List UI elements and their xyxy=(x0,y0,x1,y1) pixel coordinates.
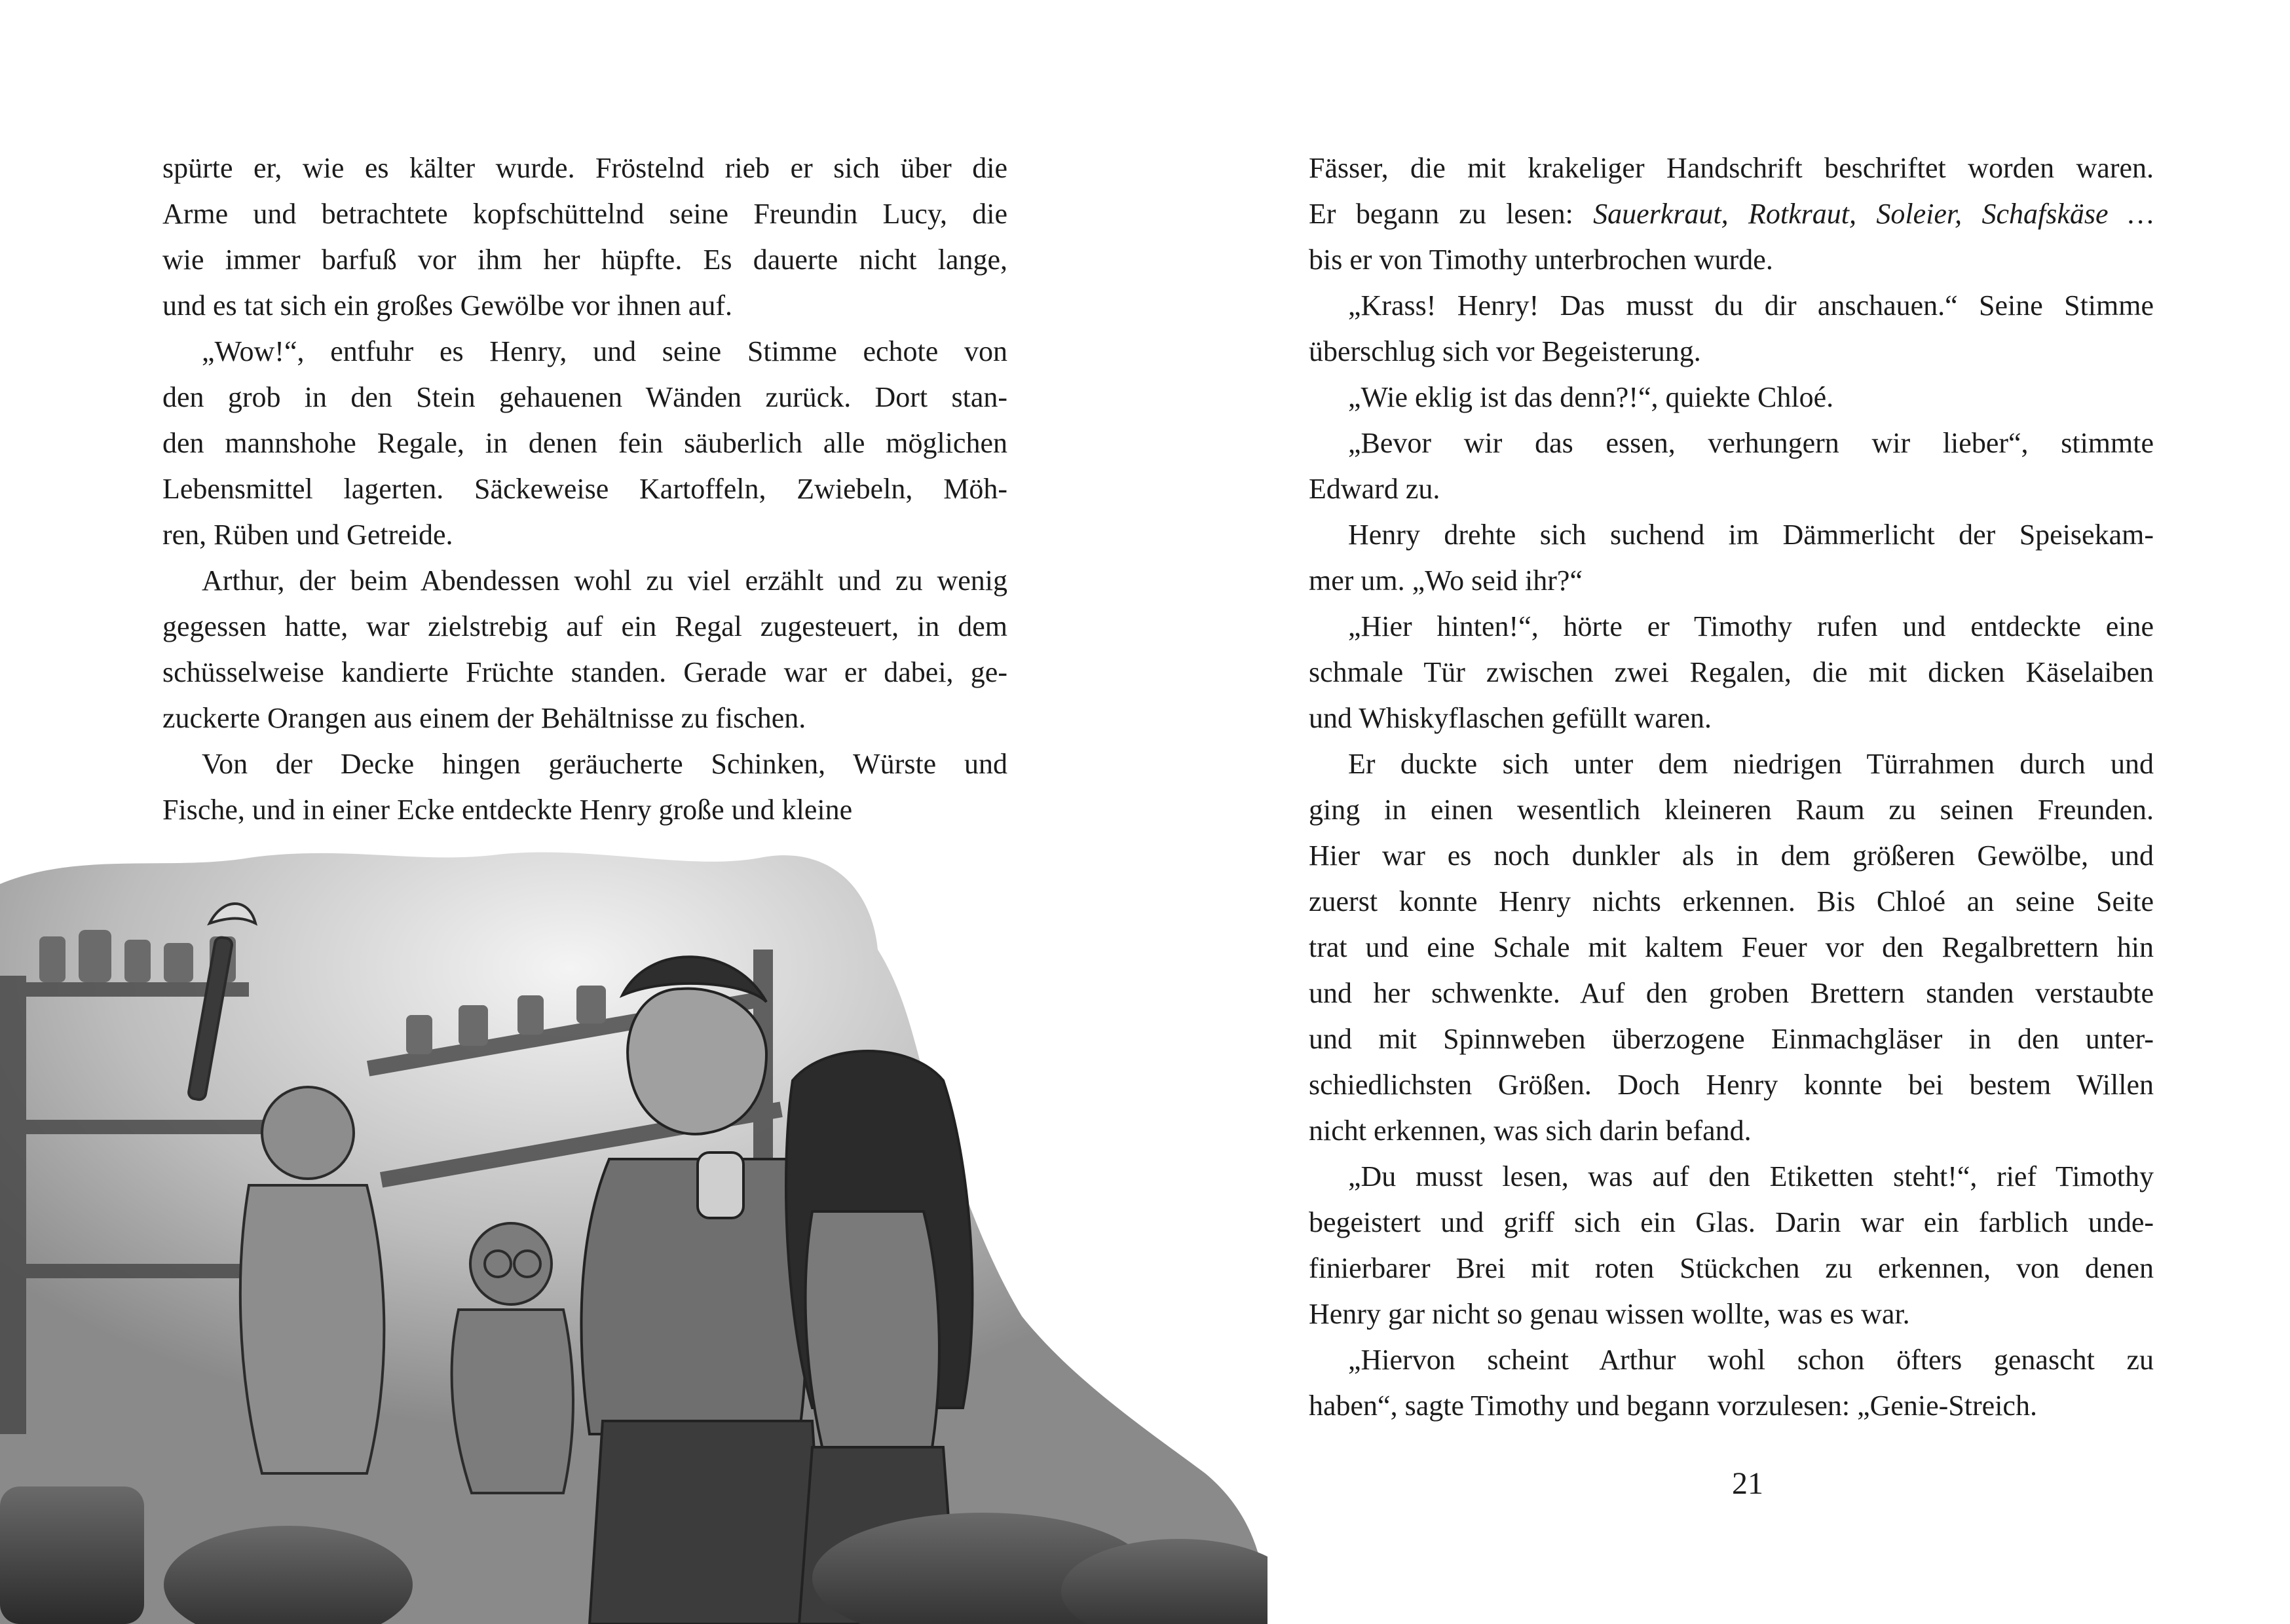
text-line: „Wie eklig ist das denn?!“, quiekte Chloé. xyxy=(1348,381,1834,413)
text-line: „Wow!“, entfuhr es Henry, und seine Stimme echote von xyxy=(202,335,1007,367)
text-line: finierbarer Brei mit roten Stückchen zu erkennen, von denen xyxy=(1309,1252,2154,1284)
text-line: und es tat sich ein großes Gewölbe vor ihnen auf. xyxy=(162,289,732,322)
text-line: „Du musst lesen, was auf den Etiketten steht!“, rief Timothy xyxy=(1348,1160,2154,1192)
text-line: Von der Decke hingen geräucherte Schinken, Würste und xyxy=(202,748,1007,780)
text-line: mer um. „Wo seid ihr?“ xyxy=(1309,564,1583,597)
text-line: „Krass! Henry! Das musst du dir anschauen.“ Seine Stimme xyxy=(1348,289,2154,322)
text-line: Fische, und in einer Ecke entdeckte Henry große und kleine xyxy=(162,794,853,826)
paragraph xyxy=(1309,420,2154,512)
right-page xyxy=(1145,0,2290,1624)
cellar-illustration xyxy=(0,845,1267,1624)
paragraph xyxy=(162,741,1007,833)
paragraph xyxy=(1309,604,2154,741)
text-line: „Hier hinten!“, hörte er Timothy rufen und entdeckte eine xyxy=(1348,610,2154,642)
paragraph xyxy=(162,329,1007,558)
text-line: trat und eine Schale mit kaltem Feuer vor den Regalbrettern hin xyxy=(1309,931,2154,963)
text-line: den mannshohe Regale, in denen fein säuberlich alle möglichen xyxy=(162,427,1007,459)
paragraph xyxy=(1309,741,2154,1154)
text-line: schüsselweise kandierte Früchte standen. Gerade war er dabei, ge- xyxy=(162,656,1007,688)
text-line: Henry drehte sich suchend im Dämmerlicht der Speisekam- xyxy=(1348,519,2154,551)
text-line: schmale Tür zwischen zwei Regalen, die mit dicken Käselaiben xyxy=(1309,656,2154,688)
paragraph xyxy=(162,558,1007,741)
left-page-text xyxy=(162,145,1007,833)
text-line: Fässer, die mit krakeliger Handschrift beschriftet worden waren. xyxy=(1309,152,2154,184)
text-line: und Whiskyflaschen gefüllt waren. xyxy=(1309,702,1712,734)
paragraph xyxy=(1309,375,2154,420)
page-number: 21 xyxy=(1732,1466,1763,1501)
text-line: begeistert und griff sich ein Glas. Darin war ein farblich unde- xyxy=(1309,1206,2154,1238)
text-line: gegessen hatte, war zielstrebig auf ein Regal zugesteuert, in dem xyxy=(162,610,1007,642)
text-line: zuerst konnte Henry nichts erkennen. Bis Chloé an seine Seite xyxy=(1309,885,2154,917)
text-line: und her schwenkte. Auf den groben Brettern standen verstaubte xyxy=(1309,977,2154,1009)
text-line: und mit Spinnweben überzogene Einmachgläser in den unter- xyxy=(1309,1023,2154,1055)
text-line: spürte er, wie es kälter wurde. Fröstelnd rieb er sich über die xyxy=(162,152,1007,184)
text-line: haben“, sagte Timothy und begann vorzulesen: „Genie-Streich. xyxy=(1309,1390,2037,1422)
text-line: schiedlichsten Größen. Doch Henry konnte bei bestem Willen xyxy=(1309,1069,2154,1101)
text-line: wie immer barfuß vor ihm her hüpfte. Es dauerte nicht lange, xyxy=(162,244,1007,276)
italic-list: Sauerkraut, Rotkraut, Soleier, Schafskäse … xyxy=(1593,198,2154,230)
paragraph xyxy=(1309,1337,2154,1429)
paragraph xyxy=(1309,145,2154,283)
text-line: Er duckte sich unter dem niedrigen Türrahmen durch und xyxy=(1348,748,2154,780)
text-line: Henry gar nicht so genau wissen wollte, was es war. xyxy=(1309,1298,1910,1330)
text-line: Lebensmittel lagerten. Säckeweise Kartoffeln, Zwiebeln, Möh- xyxy=(162,473,1007,505)
text-line: Hier war es noch dunkler als in dem größeren Gewölbe, und xyxy=(1309,840,2154,872)
text-line: den grob in den Stein gehauenen Wänden zurück. Dort stan- xyxy=(162,381,1007,413)
text-line: nicht erkennen, was sich darin befand. xyxy=(1309,1115,1752,1147)
right-page-text xyxy=(1309,145,2154,1429)
text-line: überschlug sich vor Begeisterung. xyxy=(1309,335,1701,367)
text-line: „Hiervon scheint Arthur wohl schon öfters genascht zu xyxy=(1348,1344,2154,1376)
text-line: Arme und betrachtete kopfschüttelnd seine Freundin Lucy, die xyxy=(162,198,1007,230)
paragraph xyxy=(1309,1154,2154,1337)
text-line: bis er von Timothy unterbrochen wurde. xyxy=(1309,244,1773,276)
paragraph xyxy=(1309,283,2154,375)
text-line: „Bevor wir das essen, verhungern wir lieber“, stimmte xyxy=(1348,427,2154,459)
text-line: Edward zu. xyxy=(1309,473,1440,505)
paragraph xyxy=(1309,512,2154,604)
text-line: Er begann zu lesen: Sauerkraut, Rotkraut, Soleier, Schafskäse … xyxy=(1309,198,2154,230)
text-line: zuckerte Orangen aus einem der Behältnisse zu fischen. xyxy=(162,702,806,734)
text-line: Arthur, der beim Abendessen wohl zu viel erzählt und zu wenig xyxy=(202,564,1007,597)
text-line: ren, Rüben und Getreide. xyxy=(162,519,453,551)
text-line: ging in einen wesentlich kleineren Raum zu seinen Freunden. xyxy=(1309,794,2154,826)
paragraph xyxy=(162,145,1007,329)
